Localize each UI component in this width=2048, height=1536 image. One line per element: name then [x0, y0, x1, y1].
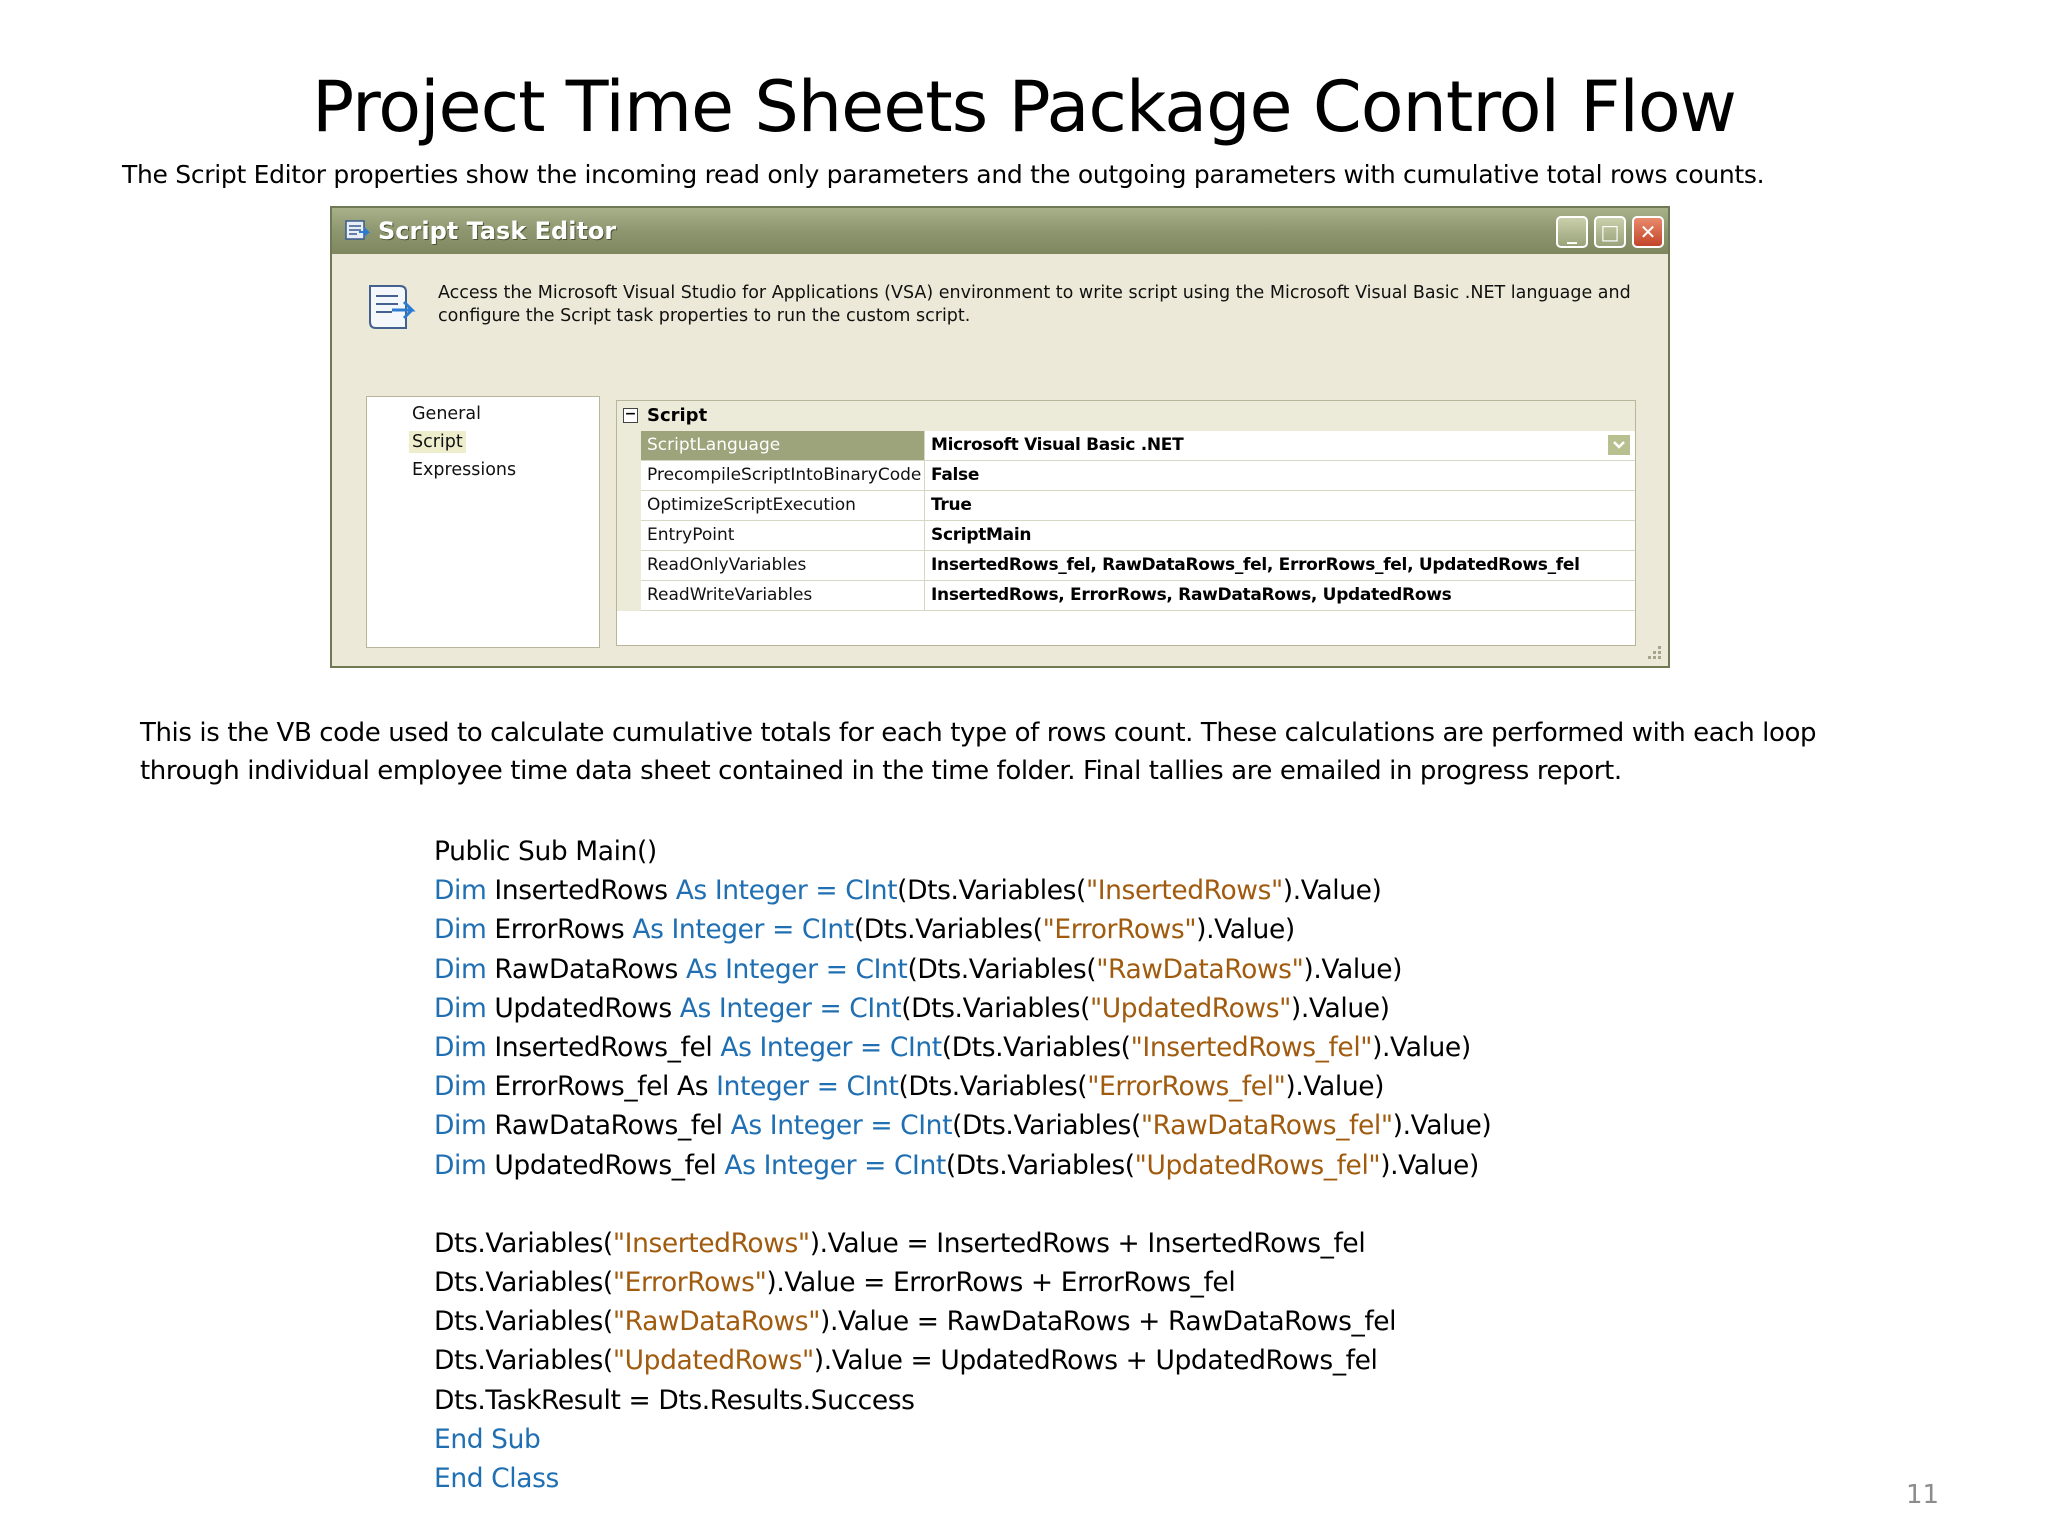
property-row[interactable] — [641, 431, 1635, 461]
property-grid — [616, 400, 1636, 646]
code-keyword: Dim — [434, 914, 487, 946]
code-keyword: Dim — [434, 1149, 487, 1181]
code-string: "ErrorRows" — [1042, 914, 1197, 946]
code-string: "UpdatedRows" — [612, 1345, 814, 1377]
chevron-down-icon[interactable] — [1607, 434, 1631, 456]
script-task-editor-window — [330, 206, 1670, 668]
code-text: Dts.Variables( — [434, 1267, 613, 1299]
property-name: OptimizeScriptExecution — [641, 491, 925, 520]
property-name: ReadOnlyVariables — [641, 551, 925, 580]
code-text: UpdatedRows — [486, 992, 680, 1024]
code-keyword: Dim — [434, 953, 487, 985]
code-keyword: As Integer = CInt — [679, 992, 902, 1024]
code-text: ).Value = RawDataRows + RawDataRows_fel — [820, 1306, 1397, 1338]
code-line — [434, 1028, 1491, 1067]
code-text: InsertedRows — [486, 875, 676, 907]
code-text: Dts.Variables( — [434, 1345, 613, 1377]
code-text: (Dts.Variables( — [898, 1071, 1088, 1103]
code-keyword: As Integer = CInt — [720, 1031, 942, 1063]
code-keyword: Dim — [434, 1031, 487, 1063]
code-line — [434, 1263, 1491, 1302]
close-button[interactable]: ✕ — [1632, 216, 1664, 248]
code-line — [434, 950, 1491, 989]
paragraph-line: through individual employee time data sheet contained in the time folder. Final tallies are emailed in progress report. — [140, 756, 1622, 786]
code-string: "InsertedRows_fel" — [1130, 1031, 1373, 1063]
code-text: ).Value) — [1196, 914, 1295, 946]
code-line — [434, 1302, 1491, 1341]
nav-item-expressions[interactable]: Expressions — [412, 460, 517, 480]
code-text: ).Value) — [1282, 875, 1382, 907]
code-string: "RawDataRows_fel" — [1140, 1110, 1393, 1142]
code-text: ErrorRows_fel As — [486, 1071, 717, 1103]
code-line — [434, 910, 1491, 949]
explanation-paragraph — [140, 714, 1940, 790]
code-line — [434, 1067, 1491, 1106]
code-keyword: As Integer = CInt — [730, 1110, 953, 1142]
property-name: ReadWriteVariables — [641, 581, 925, 610]
page-number: 11 — [1906, 1480, 1940, 1510]
property-value[interactable]: InsertedRows, ErrorRows, RawDataRows, UpdatedRows — [931, 585, 1452, 605]
code-line — [434, 989, 1491, 1028]
code-text: ).Value) — [1285, 1071, 1385, 1103]
property-value[interactable]: Microsoft Visual Basic .NET — [931, 435, 1184, 455]
code-keyword: Dim — [434, 875, 487, 907]
property-value[interactable]: InsertedRows_fel, RawDataRows_fel, ErrorRows_fel, UpdatedRows_fel — [931, 555, 1580, 575]
window-titlebar[interactable] — [332, 208, 1668, 254]
slide-title: Project Time Sheets Package Control Flow — [312, 66, 1736, 148]
code-text: RawDataRows_fel — [486, 1110, 731, 1142]
code-keyword: End Class — [434, 1463, 559, 1494]
code-line — [434, 1459, 1491, 1498]
property-row[interactable] — [641, 551, 1635, 581]
property-name: EntryPoint — [641, 521, 925, 550]
code-text: (Dts.Variables( — [907, 953, 1097, 985]
code-string: "UpdatedRows_fel" — [1134, 1149, 1381, 1181]
code-line — [434, 1341, 1491, 1380]
code-line — [434, 1420, 1491, 1459]
code-string: "RawDataRows" — [1096, 953, 1304, 985]
property-value[interactable]: False — [931, 465, 980, 485]
code-line — [434, 1381, 1491, 1420]
category-label: Script — [647, 405, 708, 426]
slide-subtitle: The Script Editor properties show the incoming read only parameters and the outgoing parameters with cumulative total rows counts. — [122, 160, 1765, 189]
property-row[interactable] — [641, 491, 1635, 521]
property-name: PrecompileScriptIntoBinaryCode — [641, 461, 925, 490]
code-line — [434, 1106, 1491, 1145]
code-text: ).Value) — [1303, 953, 1403, 985]
code-text: (Dts.Variables( — [945, 1149, 1135, 1181]
code-text: ).Value) — [1392, 1110, 1492, 1142]
code-keyword: Dim — [434, 1110, 487, 1142]
code-keyword: Dim — [434, 1071, 487, 1103]
code-keyword: As Integer = CInt — [724, 1149, 946, 1181]
code-text: InsertedRows_fel — [486, 1031, 721, 1063]
code-text: ErrorRows — [486, 914, 633, 946]
code-string: "UpdatedRows" — [1090, 992, 1291, 1024]
script-task-icon — [344, 218, 370, 242]
code-string: "ErrorRows" — [612, 1267, 767, 1299]
window-title: Script Task Editor — [378, 217, 617, 245]
code-text: UpdatedRows_fel — [486, 1149, 725, 1181]
vb-code-block — [434, 832, 1491, 1498]
code-text: Dts.TaskResult = Dts.Results.Success — [434, 1384, 915, 1416]
code-text: Dts.Variables( — [434, 1227, 613, 1259]
code-string: "InsertedRows" — [612, 1227, 810, 1259]
code-text: ).Value = ErrorRows + ErrorRows_fel — [766, 1267, 1236, 1299]
code-line — [434, 1224, 1491, 1263]
maximize-button[interactable]: □ — [1594, 216, 1626, 248]
code-string: "InsertedRows" — [1085, 875, 1283, 907]
code-text: ).Value) — [1290, 992, 1390, 1024]
property-row[interactable] — [641, 581, 1635, 611]
code-text: ).Value = InsertedRows + InsertedRows_fel — [809, 1227, 1366, 1259]
code-text: (Dts.Variables( — [941, 1031, 1131, 1063]
code-line — [434, 1185, 1491, 1224]
property-row[interactable] — [641, 461, 1635, 491]
nav-item-general[interactable]: General — [412, 404, 481, 424]
code-text: Dts.Variables( — [434, 1306, 613, 1338]
property-value[interactable]: True — [931, 495, 972, 515]
code-line — [434, 832, 1491, 871]
code-keyword: As Integer = CInt — [632, 914, 854, 946]
code-text: RawDataRows — [486, 953, 686, 985]
collapse-toggle-icon[interactable]: − — [624, 406, 637, 422]
nav-item-script[interactable]: Script — [409, 431, 466, 453]
code-text: (Dts.Variables( — [897, 875, 1086, 907]
property-value[interactable]: ScriptMain — [931, 525, 1032, 545]
code-text: (Dts.Variables( — [952, 1110, 1141, 1142]
code-line — [434, 1146, 1491, 1185]
property-row[interactable] — [641, 521, 1635, 551]
code-text: ).Value) — [1372, 1031, 1471, 1063]
code-keyword: As Integer = CInt — [675, 875, 898, 907]
code-text: ).Value = UpdatedRows + UpdatedRows_fel — [813, 1345, 1378, 1377]
script-document-icon — [362, 280, 418, 336]
code-text: (Dts.Variables( — [853, 914, 1043, 946]
minimize-button[interactable]: _ — [1556, 216, 1588, 248]
resize-grip-icon[interactable] — [1646, 644, 1662, 660]
paragraph-line: This is the VB code used to calculate cumulative totals for each type of rows count. These calculations are performed with each loop — [140, 718, 1817, 748]
property-category-script[interactable] — [617, 401, 1635, 431]
code-keyword: Integer = CInt — [716, 1071, 899, 1103]
code-string: "ErrorRows_fel" — [1087, 1071, 1286, 1103]
dialog-description: Access the Microsoft Visual Studio for Applications (VSA) environment to write script using the Microsoft Visual Basic .NET language and configure the Script task properties to run the custom script. — [438, 283, 1631, 326]
code-text: Public Sub Main() — [434, 836, 657, 867]
code-keyword: Dim — [434, 992, 487, 1024]
code-keyword: As Integer = CInt — [685, 953, 908, 985]
code-text: ).Value) — [1380, 1149, 1479, 1181]
property-grid-gutter — [617, 431, 641, 611]
code-text: (Dts.Variables( — [901, 992, 1091, 1024]
property-name: ScriptLanguage — [641, 431, 925, 460]
code-string: "RawDataRows" — [612, 1306, 820, 1338]
code-keyword: End Sub — [434, 1423, 541, 1455]
code-line — [434, 871, 1491, 910]
page-navigation-list — [366, 396, 600, 648]
